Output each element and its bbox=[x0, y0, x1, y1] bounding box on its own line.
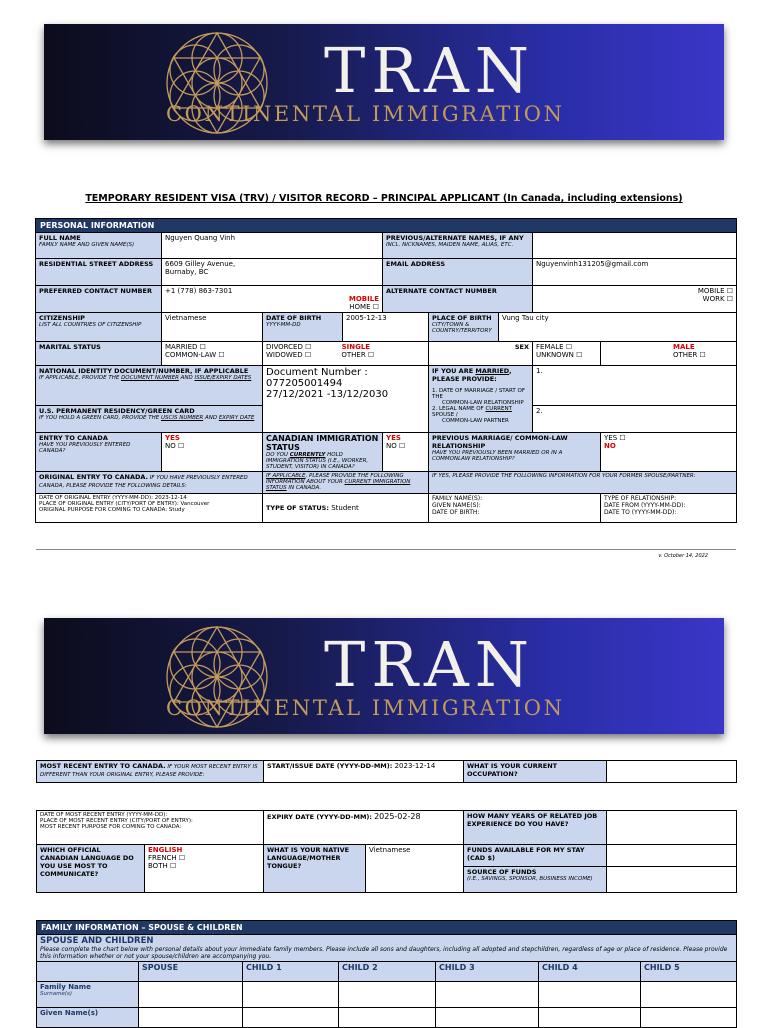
child3-given-name[interactable] bbox=[436, 1008, 539, 1028]
full-name-label: FULL NAME bbox=[39, 234, 81, 242]
years-experience-field[interactable] bbox=[607, 811, 737, 845]
alt-contact-field[interactable]: MOBILE ☐ WORK ☐ bbox=[533, 286, 737, 313]
funds-field[interactable] bbox=[607, 845, 737, 867]
common-law-checkbox[interactable]: COMMON-LAW ☐ bbox=[165, 351, 225, 359]
child5-family-name[interactable] bbox=[641, 982, 737, 1008]
version-label: v. October 14, 2022 bbox=[658, 553, 708, 559]
entry-no-option[interactable]: NO ☐ bbox=[165, 442, 185, 450]
source-funds-field[interactable] bbox=[607, 867, 737, 893]
married-checkbox[interactable]: MARRIED ☐ bbox=[165, 343, 206, 351]
email-field[interactable]: Nguyenvinh131205@gmail.com bbox=[533, 259, 737, 286]
col-child-3: CHILD 3 bbox=[436, 962, 539, 982]
status-no-option[interactable]: NO ☐ bbox=[386, 442, 406, 450]
brand-title: TRAN bbox=[324, 34, 536, 107]
col-child-1: CHILD 1 bbox=[243, 962, 339, 982]
personal-info-table: PERSONAL INFORMATION FULL NAME FAMILY NAME AND GIVEN NAME(S) Nguyen Quang Vinh PREVIOUS/ALTERNATE NAMES, IF ANY INCL. NICKNAMES, MAIDEN NAME, ALIAS, ETC. RESIDENTIAL STREET ADDRESS 6609 Gilley Avenue, Burnaby, BC EMAIL ADDRESS Nguyenvinh131205@gmail.com PREFERRED CONTACT NUMBER +1 (778) 863-7301 MOBILE HOME ☐ ALTERNATE CONTACT NUMBER MOBILE ☐ WORK ☐ CITIZENSHIP LIST ALL COUNTRIES OF CITIZENSHIP Vietnamese DATE OF BIRTH YYYY-MM-DD 2005-12-13 PLACE OF BIRTH CITY/TOWN & COUNTRY/TERRITORY Vung Tau city MARITAL STATUS MARRIED ☐ COMMON-LAW ☐ DIVORCED ☐ SINGLE WIDOWED ☐ OTHER ☐ SEX FEMALE ☐ UNKNOWN ☐ MALE OTHER ☐ NATIONAL IDENTITY DOCUMENT/NUMBER, IF APPLICABLE IF APPLICABLE, PROVIDE THE DOCUMENT NUMBER AND ISSUE/EXPIRY DATES Document Number : 077205001494 27/12/2021 -13/12/2030 IF YOU ARE MARRIED, PLEASE PROVIDE: 1. DATE OF MARRIAGE / START OF THE COMMON-LAW RELATIONSHIP 2. LEGAL NAME OF CURRENT SPOUSE / COMMON-LAW PARTNER 1. U.S. PERMANENT RESIDENCY/GREEN CARD IF YOU HOLD A GREEN CARD, PROVIDE THE USCIS NUMBER AND EXPIRY DATE 2. ENTRY TO CANADA HAVE YOU PREVIOUSLY ENTERED CANADA? YES NO ☐ CANADIAN IMMIGRATION STATUS DO YOU CURRENTLY HOLD IMMIGRATION STATUS (I.E., WORKER, STUDENT, VISITOR) IN CANADA? YES NO ☐ PREVIOUS MARRIAGE/ COMMON-LAW RELATIONSHIP HAVE YOU PREVIOUSLY BEEN MARRIED OR IN A COMMONLAW RELATIONSHIP? YES ☐ NO ORIGINAL ENTRY TO CANADA. IF YOU HAVE PREVIOUSLY ENTERED CANADA, PLEASE PROVIDE THE FOLLOWING DETAILS: IF APPLICABLE, PLEASE PROVIDE THE FOLLOWING INFORMATION ABOUT YOUR CURRENT IMMIGRATION STATUS IN CANADA. IF YES, PLEASE PROVIDE THE FOLLOWING INFORMATION FOR YOUR FORMER SPOUSE/PARTNER: DATE OF ORIGINAL ENTRY (YYYY-MM-DD): 2023-12-14 PLACE OF ORIGINAL ENTRY (CITY/PORT OF ENTRY): Vancouver ORIGINAL PURPOSE FOR COMING TO CANADA: Study TYPE OF STATUS: Student FAMILY NAME(S): GIVEN NAME(S): DATE OF BIRTH: TYPE OF RELATIONSHIP: DATE FROM (YYYY-MM-DD): DATE TO (YYYY-MM-DD): bbox=[35, 218, 737, 523]
former-relationship-details[interactable]: TYPE OF RELATIONSHIP: DATE FROM (YYYY-MM-DD): DATE TO (YYYY-MM-DD): bbox=[601, 494, 737, 523]
recent-entry-table: MOST RECENT ENTRY TO CANADA. IF YOUR MOST RECENT ENTRY IS DIFFERENT THAN YOUR ORIGINAL ENTRY, PLEASE PROVIDE: START/ISSUE DATE (YYYY-DD-MM): 2023-12-14 WHAT IS YOUR CURRENT OCCUPATION? bbox=[36, 760, 737, 783]
family-info-table: FAMILY INFORMATION – SPOUSE & CHILDREN SPOUSE AND CHILDREN Please complete the chart below with personal details about your immediate family members. Please include all sons and daughters, including all adopted and stepchildren, regardless of age or place of residence. Please provide this information whether or not your spouse/children are accompanying you. SPOUSE CHILD 1 CHILD 2 CHILD 3 CHILD 4 CHILD 5 Family Name Surname(s) Given Name(s) bbox=[36, 920, 737, 1028]
family-section-header: FAMILY INFORMATION – SPOUSE & CHILDREN bbox=[37, 921, 737, 935]
spouse-given-name[interactable] bbox=[139, 1008, 243, 1028]
company-banner bbox=[44, 24, 724, 140]
dob-field[interactable]: 2005-12-13 bbox=[343, 313, 429, 342]
child5-given-name[interactable] bbox=[641, 1008, 737, 1028]
brand-subtitle: CONTINENTAL IMMIGRATION bbox=[166, 102, 565, 126]
occupation-field[interactable] bbox=[607, 761, 737, 783]
original-entry-details[interactable]: DATE OF ORIGINAL ENTRY (YYYY-MM-DD): 2023-12-14 PLACE OF ORIGINAL ENTRY (CITY/PORT OF ENTRY): Vancouver ORIGINAL PURPOSE FOR COMING TO CANADA: Study bbox=[36, 494, 263, 523]
type-of-status-field[interactable]: TYPE OF STATUS: Student bbox=[263, 494, 429, 523]
pob-field[interactable]: Vung Tau city bbox=[499, 313, 737, 342]
col-child-5: CHILD 5 bbox=[641, 962, 737, 982]
col-child-2: CHILD 2 bbox=[339, 962, 436, 982]
home-option[interactable]: HOME ☐ bbox=[349, 303, 379, 311]
child4-given-name[interactable] bbox=[539, 1008, 641, 1028]
page-divider bbox=[36, 549, 736, 550]
recent-entry-details[interactable]: DATE OF MOST RECENT ENTRY (YYYY-MM-DD): PLACE OF MOST RECENT ENTRY (CITY/PORT OF ENTRY): MOST RECENT PURPOSE FOR COMING TO CANADA: bbox=[37, 811, 264, 845]
spouse-name-field[interactable]: 2. bbox=[533, 406, 737, 433]
company-banner-2 bbox=[44, 618, 724, 734]
section-header: PERSONAL INFORMATION bbox=[36, 219, 737, 233]
child3-family-name[interactable] bbox=[436, 982, 539, 1008]
nid-field[interactable]: Document Number : 077205001494 27/12/2021 -13/12/2030 bbox=[263, 366, 429, 433]
brand-title: TRAN bbox=[324, 628, 536, 701]
col-child-4: CHILD 4 bbox=[539, 962, 641, 982]
child1-given-name[interactable] bbox=[243, 1008, 339, 1028]
prev-names-field[interactable] bbox=[533, 233, 737, 259]
entry-details-table: DATE OF MOST RECENT ENTRY (YYYY-MM-DD): PLACE OF MOST RECENT ENTRY (CITY/PORT OF ENTRY): MOST RECENT PURPOSE FOR COMING TO CANADA: EXPIRY DATE (YYYY-DD-MM): 2025-02-28 HOW MANY YEARS OF RELATED JOB EXPERIENCE DO YOU HAVE? WHICH OFFICIAL CANADIAN LANGUAGE DO YOU USE MOST TO COMMUNICATE? ENGLISH FRENCH ☐ BOTH ☐ WHAT IS YOUR NATIVE LANGUAGE/MOTHER TONGUE? Vietnamese FUNDS AVAILABLE FOR MY STAY (CAD $) SOURCE OF FUNDS (I.E., SAVINGS, SPONSOR, BUSINESS INCOME) bbox=[36, 810, 737, 893]
child1-family-name[interactable] bbox=[243, 982, 339, 1008]
mobile-option[interactable]: MOBILE bbox=[348, 295, 379, 303]
spouse-children-title: SPOUSE AND CHILDREN bbox=[40, 936, 154, 946]
document-title: TEMPORARY RESIDENT VISA (TRV) / VISITOR RECORD – PRINCIPAL APPLICANT (In Canada, including extensions) bbox=[85, 193, 683, 204]
prev-marriage-yes[interactable]: YES ☐ bbox=[604, 434, 626, 442]
male-option[interactable]: MALE bbox=[673, 343, 695, 351]
pref-contact-field[interactable]: +1 (778) 863-7301 MOBILE HOME ☐ bbox=[162, 286, 383, 313]
both-option[interactable]: BOTH ☐ bbox=[148, 862, 177, 870]
citizenship-field[interactable]: Vietnamese bbox=[162, 313, 263, 342]
marriage-date-field[interactable]: 1. bbox=[533, 366, 737, 406]
full-name-field[interactable]: Nguyen Quang Vinh bbox=[162, 233, 383, 259]
prev-marriage-no[interactable]: NO bbox=[604, 442, 616, 450]
single-option[interactable]: SINGLE bbox=[341, 343, 371, 351]
col-spouse: SPOUSE bbox=[139, 962, 243, 982]
child2-family-name[interactable] bbox=[339, 982, 436, 1008]
status-yes-option[interactable]: YES bbox=[386, 434, 401, 442]
native-language-field[interactable]: Vietnamese bbox=[366, 845, 464, 893]
family-instructions: Please complete the chart below with personal details about your immediate family members. Please include all sons and daughters, including all adopted and stepchildren, regardless of age or place of residence. Please provide this information whether or not your spouse/children are accompanying you. bbox=[40, 946, 728, 960]
former-spouse-details[interactable]: FAMILY NAME(S): GIVEN NAME(S): DATE OF BIRTH: bbox=[429, 494, 601, 523]
expiry-date-field[interactable]: EXPIRY DATE (YYYY-DD-MM): 2025-02-28 bbox=[264, 811, 464, 845]
child4-family-name[interactable] bbox=[539, 982, 641, 1008]
entry-yes-option[interactable]: YES bbox=[165, 434, 180, 442]
spouse-family-name[interactable] bbox=[139, 982, 243, 1008]
english-option[interactable]: ENGLISH bbox=[148, 846, 183, 854]
brand-subtitle: CONTINENTAL IMMIGRATION bbox=[166, 696, 565, 720]
address-field[interactable]: 6609 Gilley Avenue, Burnaby, BC bbox=[162, 259, 383, 286]
french-option[interactable]: FRENCH ☐ bbox=[148, 854, 186, 862]
child2-given-name[interactable] bbox=[339, 1008, 436, 1028]
start-date-field[interactable]: START/ISSUE DATE (YYYY-DD-MM): 2023-12-14 bbox=[264, 761, 464, 783]
